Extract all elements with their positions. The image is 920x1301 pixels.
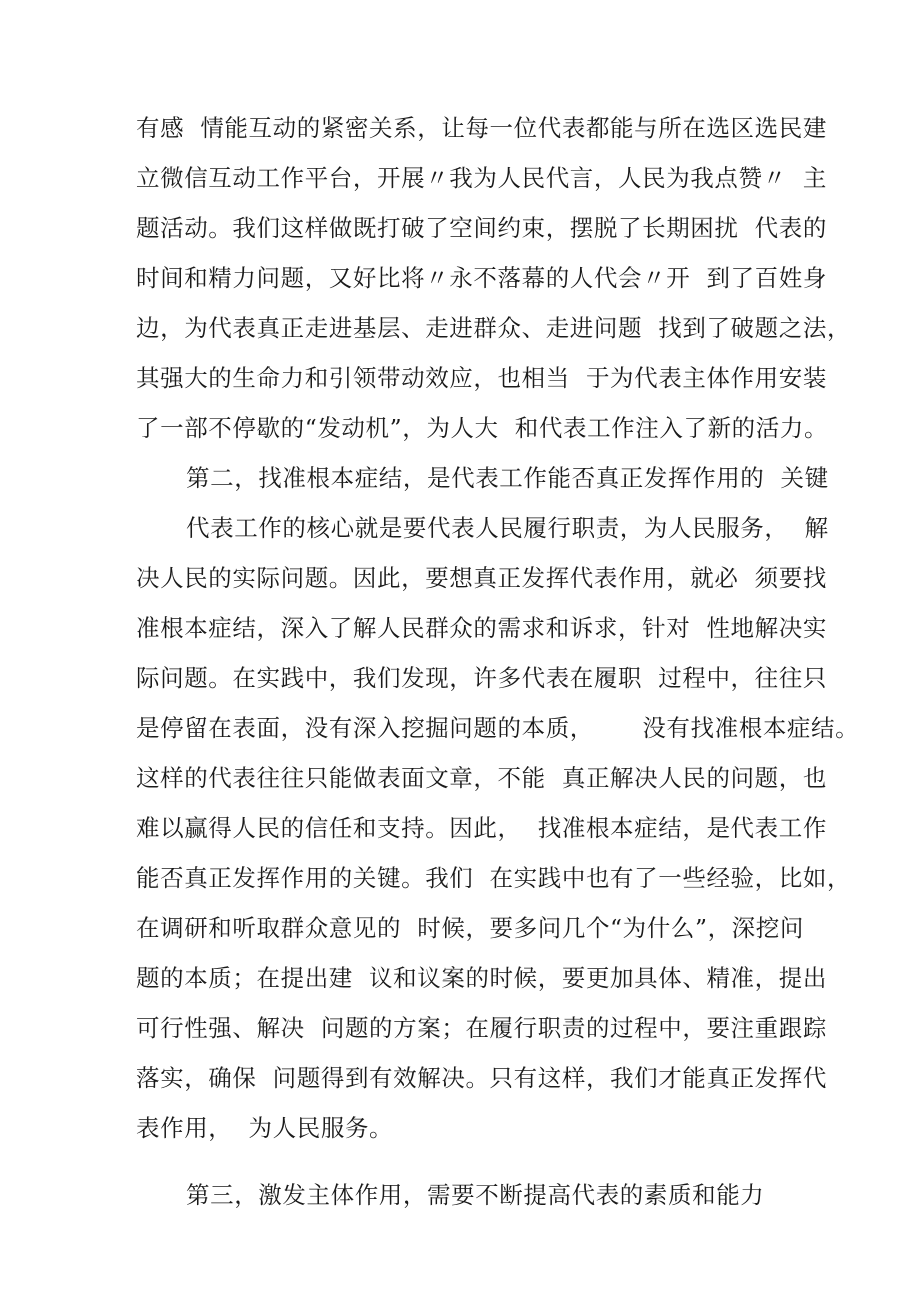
text-line: 了一部不停歇的“发动机”，为人大 和代表工作注入了新的活力。 — [136, 414, 829, 442]
text-line: 立微信互动工作平台，开展〃我为人民代言，人民为我点赞〃 主 — [136, 164, 827, 192]
text-line: 代表工作的核心就是要代表人民履行职责，为人民服务， 解 — [186, 514, 829, 542]
text-line: 题活动。我们这样做既打破了空间约束，摆脱了长期困扰 代表的 — [136, 214, 827, 242]
text-line: 可行性强、解决 问题的方案；在履行职责的过程中，要注重跟踪 — [136, 1014, 827, 1042]
text-line: 准根本症结，深入了解人民群众的需求和诉求，针对 性地解决实 — [136, 614, 827, 642]
text-line: 题的本质；在提出建 议和议案的时候，要更加具体、精准，提出 — [136, 964, 827, 992]
text-line: 时间和精力问题，又好比将〃永不落幕的人代会〃开 到了百姓身 — [136, 264, 827, 292]
text-line: 有感 情能互动的紧密关系，让每一位代表都能与所在选区选民建 — [136, 114, 827, 142]
text-line: 决人民的实际问题。因此，要想真正发挥代表作用，就必 须要找 — [136, 564, 827, 592]
text-line: 边，为代表真正走进基层、走进群众、走进问题 找到了破题之法， — [136, 314, 852, 342]
text-line: 难以赢得人民的信任和支持。因此， 找准根本症结，是代表工作 — [136, 814, 827, 842]
text-line: 际问题。在实践中，我们发现，许多代表在履职 过程中，往往只 — [136, 664, 827, 692]
text-line: 其强大的生命力和引领带动效应，也相当 于为代表主体作用安装 — [136, 364, 827, 392]
text-line: 是停留在表面，没有深入挖掘问题的本质， 没有找准根本症结。 — [136, 714, 860, 742]
text-line: 能否真正发挥作用的关键。我们 在实践中也有了一些经验，比如， — [136, 864, 852, 892]
text-line: 落实，确保 问题得到有效解决。只有这样，我们才能真正发挥代 — [136, 1064, 827, 1092]
section-heading: 第三，激发主体作用，需要不断提高代表的素质和能力 — [186, 1181, 765, 1209]
text-line: 表作用， 为人民服务。 — [136, 1114, 394, 1142]
text-line: 这样的代表往往只能做表面文章，不能 真正解决人民的问题，也 — [136, 764, 827, 792]
text-line: 在调研和听取群众意见的 时候，要多问几个“为什么”，深挖问 — [136, 914, 804, 942]
section-heading: 第二，找准根本症结，是代表工作能否真正发挥作用的 关键 — [186, 464, 829, 492]
